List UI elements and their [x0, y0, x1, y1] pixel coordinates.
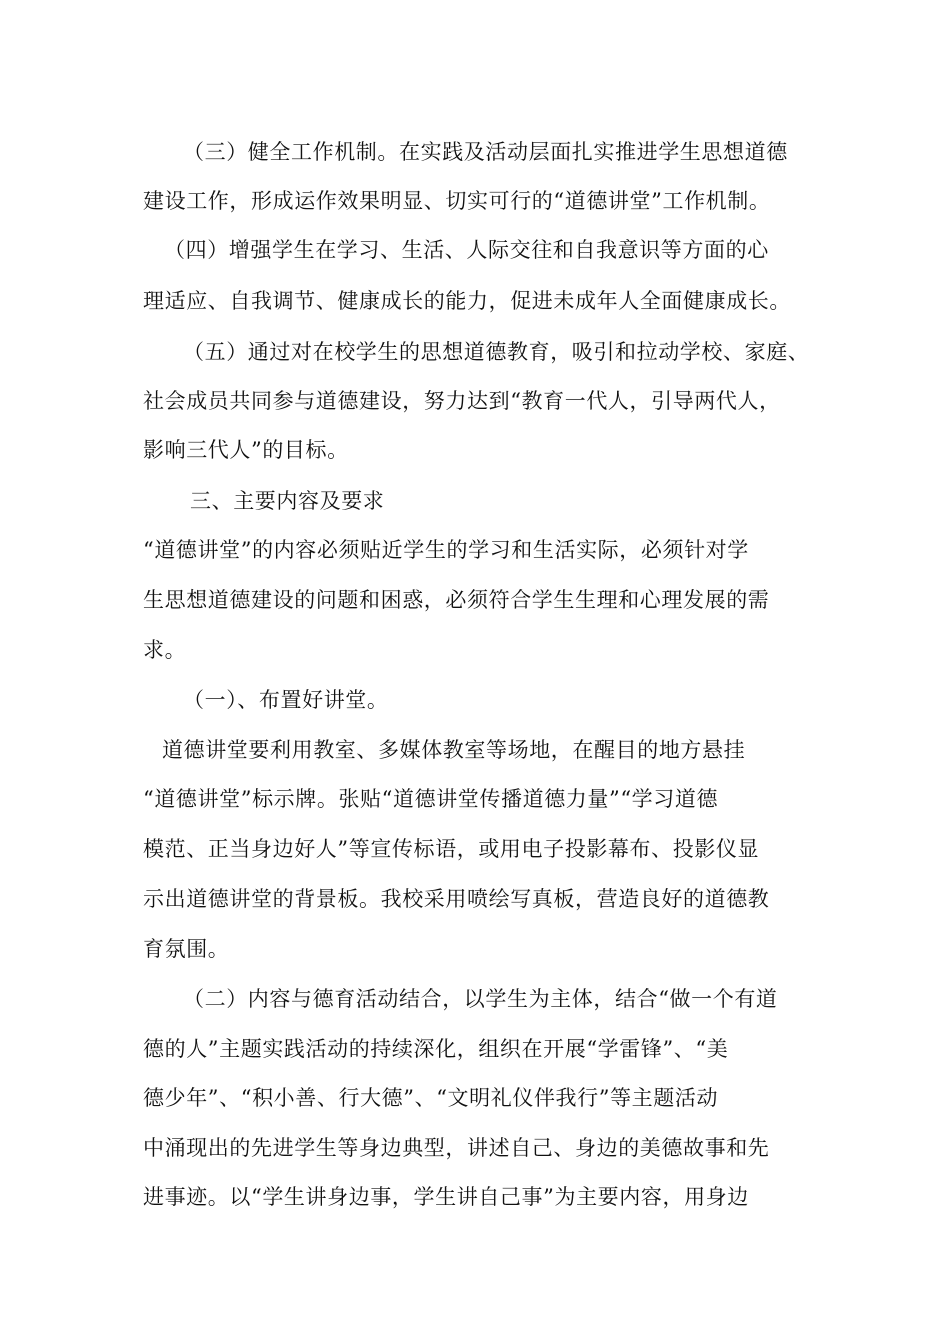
text-line: （五）通过对在校学生的思想道德教育，吸引和拉动学校、家庭、 [183, 340, 810, 364]
text-line: 社会成员共同参与道德建设，努力达到“教育一代人，引导两代人， [143, 389, 781, 413]
text-line: 德的人”主题实践活动的持续深化，组织在开展“学雷锋”、“美 [143, 1037, 729, 1061]
subsection-heading: （一）、布置好讲堂。 [183, 688, 389, 712]
text-line: 道德讲堂要利用教室、多媒体教室等场地，在醒目的地方悬挂 [162, 738, 746, 762]
text-line: （三）健全工作机制。在实践及活动层面扎实推进学生思想道德 [183, 140, 788, 164]
text-line: 生思想道德建设的问题和困惑，必须符合学生生理和心理发展的需 [143, 588, 770, 612]
text-line: 德少年”、“积小善、行大德”、“文明礼仪伴我行”等主题活动 [143, 1086, 719, 1110]
text-line: 进事迹。以“学生讲身边事，学生讲自己事”为主要内容，用身边 [143, 1185, 749, 1209]
text-line: 理适应、自我调节、健康成长的能力，促进未成年人全面健康成长。 [143, 289, 791, 313]
text-line: （四）增强学生在学习、生活、人际交往和自我意识等方面的心 [164, 238, 769, 262]
text-line: 求。 [143, 638, 187, 662]
text-line: “道德讲堂”的内容必须贴近学生的学习和生活实际，必须针对学 [143, 538, 749, 562]
text-line: 中涌现出的先进学生等身边典型，讲述自己、身边的美德故事和先 [143, 1136, 770, 1160]
text-line: 建设工作，形成运作效果明显、切实可行的“道德讲堂”工作机制。 [143, 189, 771, 213]
text-line: 影响三代人”的目标。 [143, 438, 349, 462]
text-line: 示出道德讲堂的背景板。我校采用喷绘写真板，营造良好的道德教 [143, 887, 770, 911]
text-line: （二）内容与德育活动结合，以学生为主体，结合“做一个有道 [183, 987, 778, 1011]
text-line: 育氛围。 [143, 937, 230, 961]
section-heading: 三、主要内容及要求 [190, 489, 385, 513]
text-line: 模范、正当身边好人”等宣传标语，或用电子投影幕布、投影仪显 [143, 837, 760, 861]
text-line: “道德讲堂”标示牌。张贴“道德讲堂传播道德力量”“学习道德 [143, 787, 719, 811]
